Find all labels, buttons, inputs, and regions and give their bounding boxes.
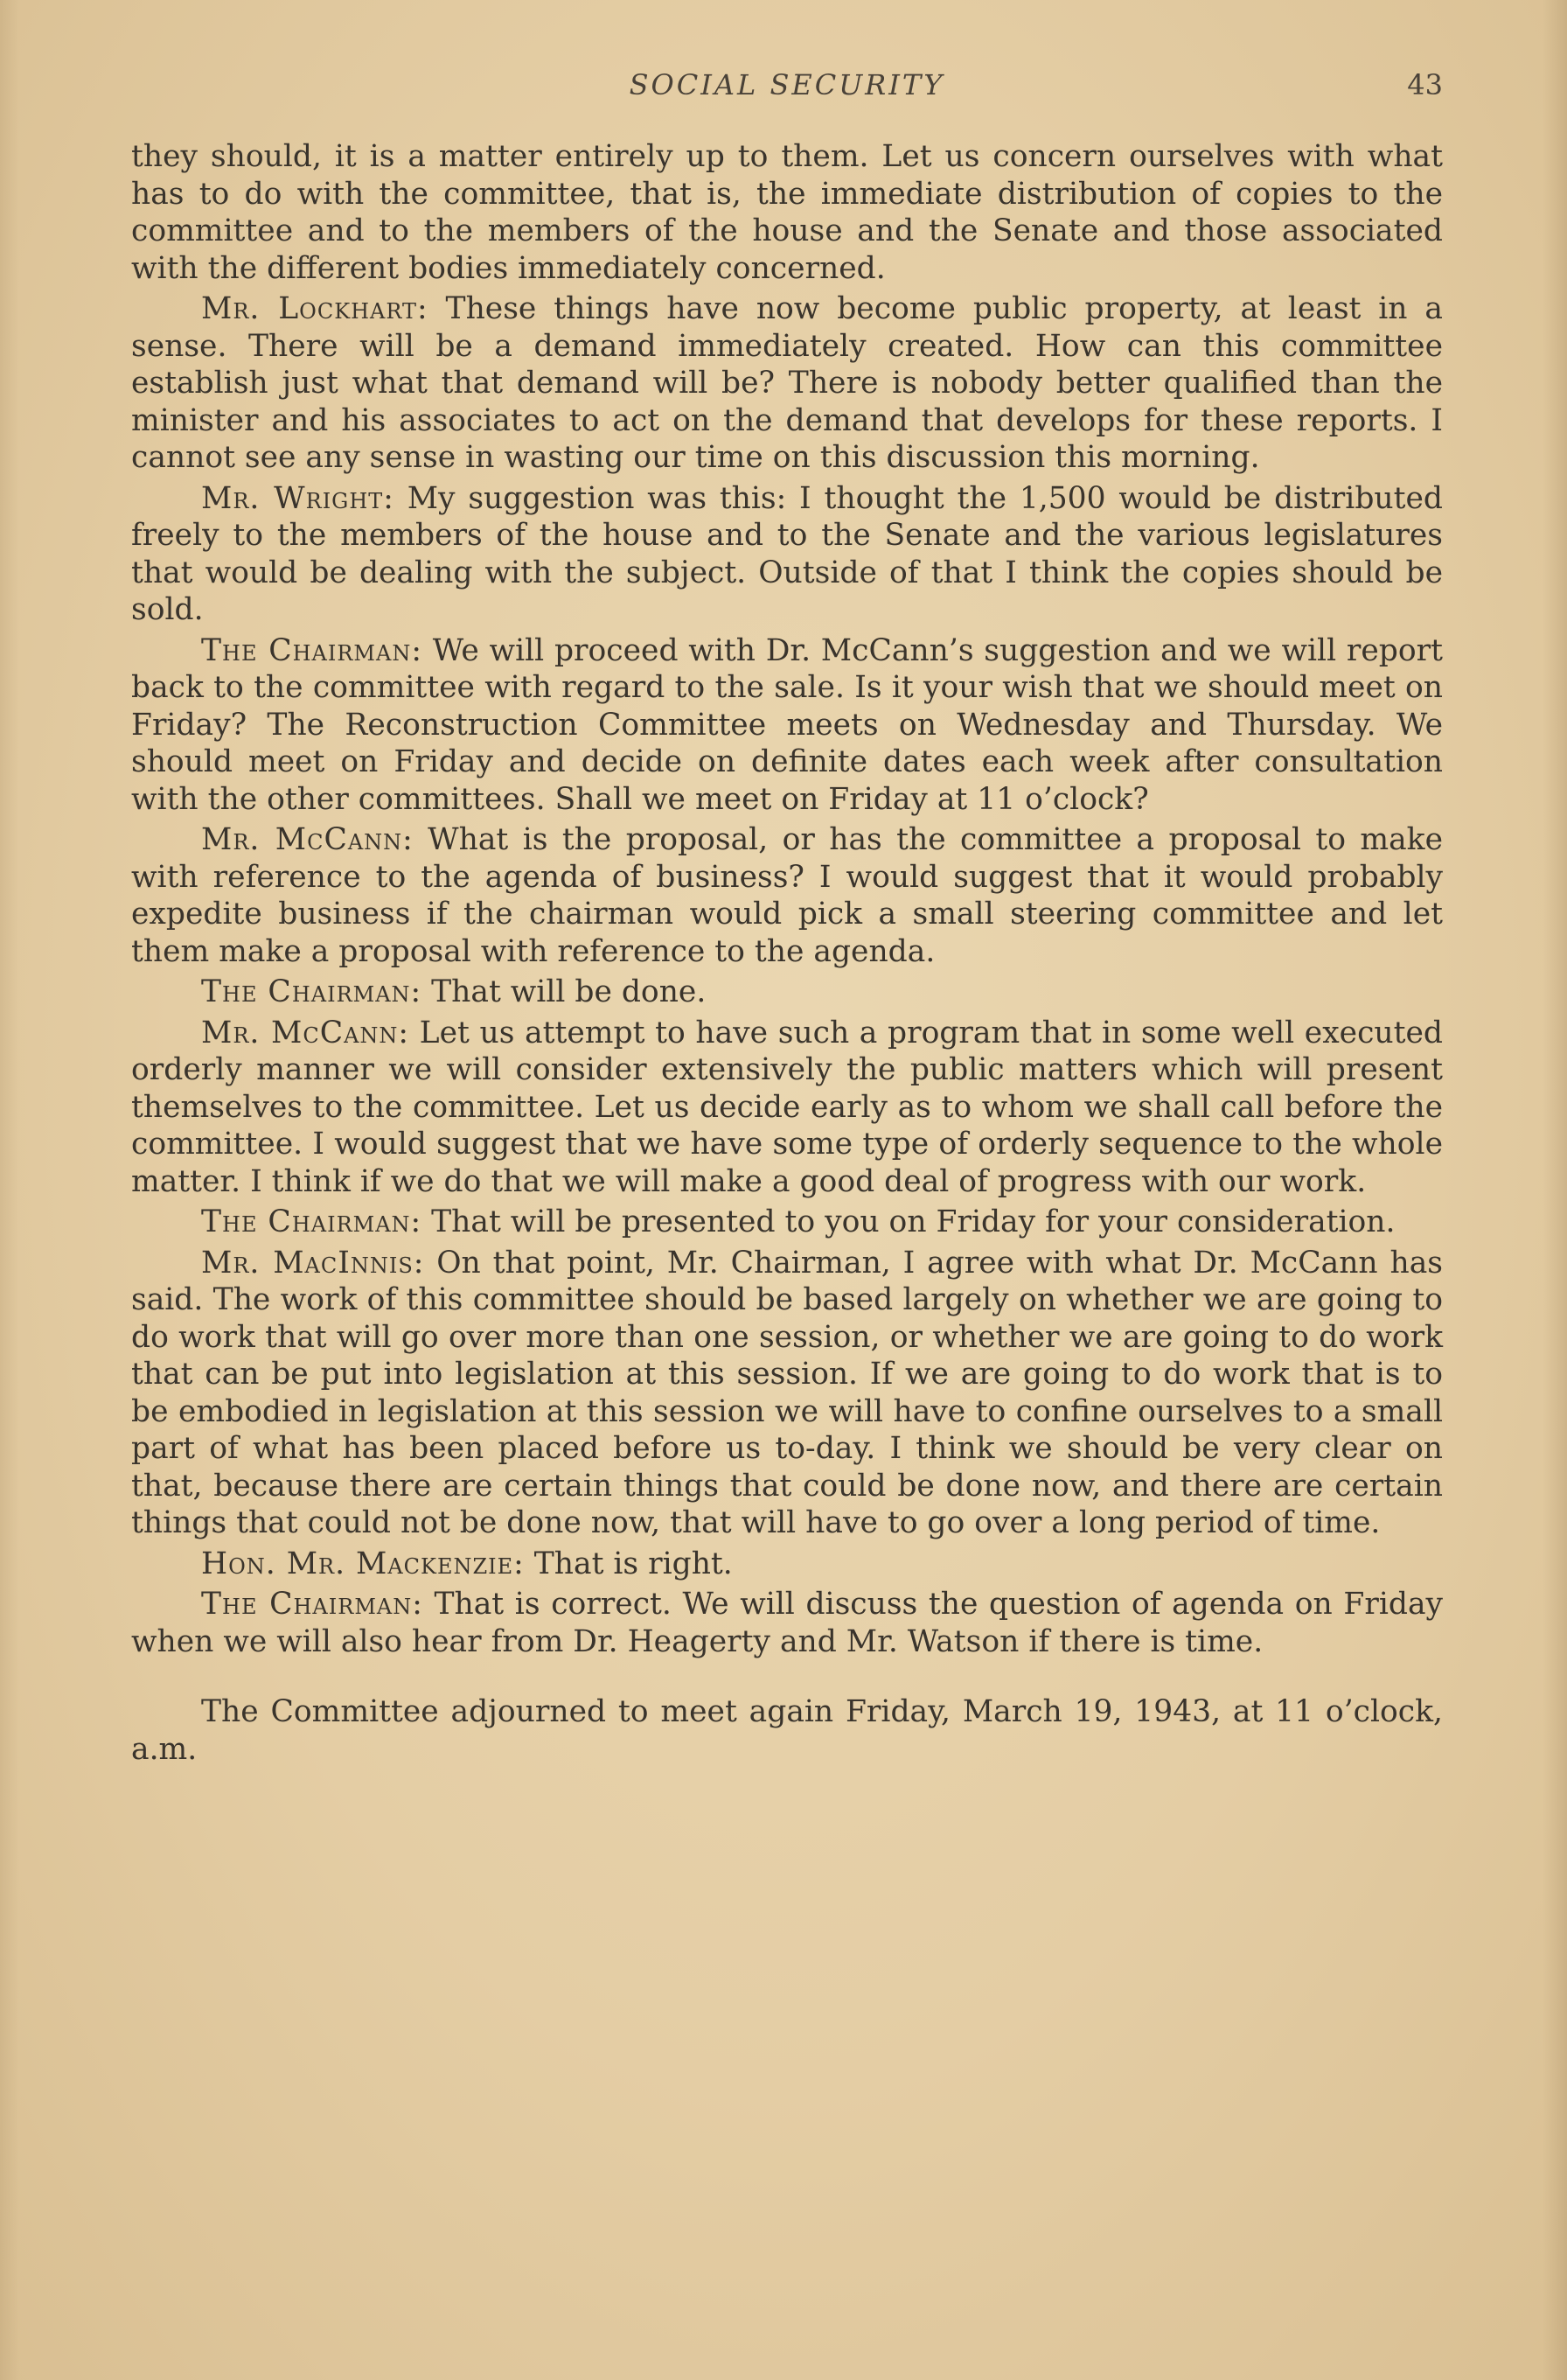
paragraph-text: That will be presented to you on Friday for your consideration. xyxy=(421,1204,1396,1239)
paragraph-chairman-1 xyxy=(131,632,1443,819)
page-number: 43 xyxy=(1407,68,1443,101)
page-edge-shadow-right xyxy=(1543,0,1567,2380)
speaker-name: The Chairman: xyxy=(201,1204,422,1239)
speaker-name: The Chairman: xyxy=(201,974,422,1009)
speaker-name: Mr. MacInnis: xyxy=(201,1245,425,1281)
paragraph-text: What is the proposal, or has the committee a proposal to make with reference to the agenda of business? I would suggest that it would probably expedite business if the chairman would pick a small steering committee and let them make a proposal with reference to the agenda. xyxy=(131,822,1443,969)
paragraph-text: That is correct. We will discuss the question of agenda on Friday when we will also hear from Dr. Heagerty and Mr. Watson if there is time. xyxy=(131,1587,1444,1659)
page-header xyxy=(131,68,1443,112)
paragraph-continuation xyxy=(131,138,1443,287)
body-text xyxy=(131,138,1443,1771)
paragraph-wright xyxy=(131,480,1443,629)
paragraph-chairman-3 xyxy=(131,1204,1443,1241)
paragraph-text: Let us attempt to have such a program that in some well executed orderly manner we will consider extensively the public matters which will present themselves to the committee. Let us decide early as to whom we shall call before the committee. I would suggest that we have some type of orderly sequence to the whole matter. I think if we do that we will make a good deal of progress with our work. xyxy=(131,1015,1443,1199)
running-head: SOCIAL SECURITY xyxy=(629,68,945,101)
speaker-name: Hon. Mr. Mackenzie: xyxy=(201,1546,525,1581)
paragraph-text: My suggestion was this: I thought the 1,500 would be distributed freely to the members of the house and to the Senate and the various legislatures that would be dealing with the subject. Outside of that I think the copies should be sold. xyxy=(131,480,1443,627)
speaker-name: The Chairman: xyxy=(201,1587,423,1622)
paragraph-mccann-2 xyxy=(131,1015,1443,1201)
speaker-name: Mr. McCann: xyxy=(201,1015,410,1050)
paragraph-lockhart xyxy=(131,290,1443,477)
speaker-name: The Chairman: xyxy=(201,632,422,668)
paragraph-mccann-1 xyxy=(131,821,1443,970)
paragraph-text: That will be done. xyxy=(421,974,707,1009)
speaker-name: Mr. Lockhart: xyxy=(201,291,428,326)
paragraph-chairman-2 xyxy=(131,974,1443,1011)
paragraph-text: On that point, Mr. Chairman, I agree with what Dr. McCann has said. The work of this committee should be based largely on whether we are going to do work that will go over more than one session, or whether we are going to do work that can be put into legislation at this session. If we are going to do work that is to be embodied in legislation at this session we will have to confine ourselves to a small part of what has been placed before us to-day. I think we should be very clear on that, because there are certain things that could be done now, and there are certain things that could not be done now, that will have to go over a long period of time. xyxy=(131,1245,1443,1540)
paragraph-text: they should, it is a matter entirely up to them. Let us concern ourselves with what has to do with the committee, that is, the immediate distribution of copies to the committee and to the members of the house and the Senate and those associated with the different bodies immediately concerned. xyxy=(131,139,1443,286)
speaker-name: Mr. McCann: xyxy=(201,822,414,857)
page-edge-shadow-left xyxy=(0,0,19,2380)
paragraph-text: These things have now become public property, at least in a sense. There will be a demand immediately created. How can this committee establish just what that demand will be? There is nobody better qualified than the minister and his associates to act on the demand that develops for these reports. I cannot see any sense in wasting our time on this discussion this morning. xyxy=(131,291,1443,475)
paragraph-text: That is right. xyxy=(524,1546,733,1581)
adjournment-note: The Committee adjourned to meet again Friday, March 19, 1943, at 11 o’clock, a.m. xyxy=(131,1694,1443,1767)
paragraph-macinnis xyxy=(131,1245,1443,1542)
paragraph-text: We will proceed with Dr. McCann’s suggestion and we will report back to the committee with regard to the sale. Is it your wish that we should meet on Friday? The Reconstruction Committee meets on Wednesday and Thursday. We should meet on Friday and decide on definite dates each week after consultation with the other committees. Shall we meet on Friday at 11 o’clock? xyxy=(131,632,1443,817)
paragraph-mackenzie xyxy=(131,1546,1443,1583)
speaker-name: Mr. Wright: xyxy=(201,480,394,516)
paragraph-chairman-4 xyxy=(131,1586,1443,1660)
